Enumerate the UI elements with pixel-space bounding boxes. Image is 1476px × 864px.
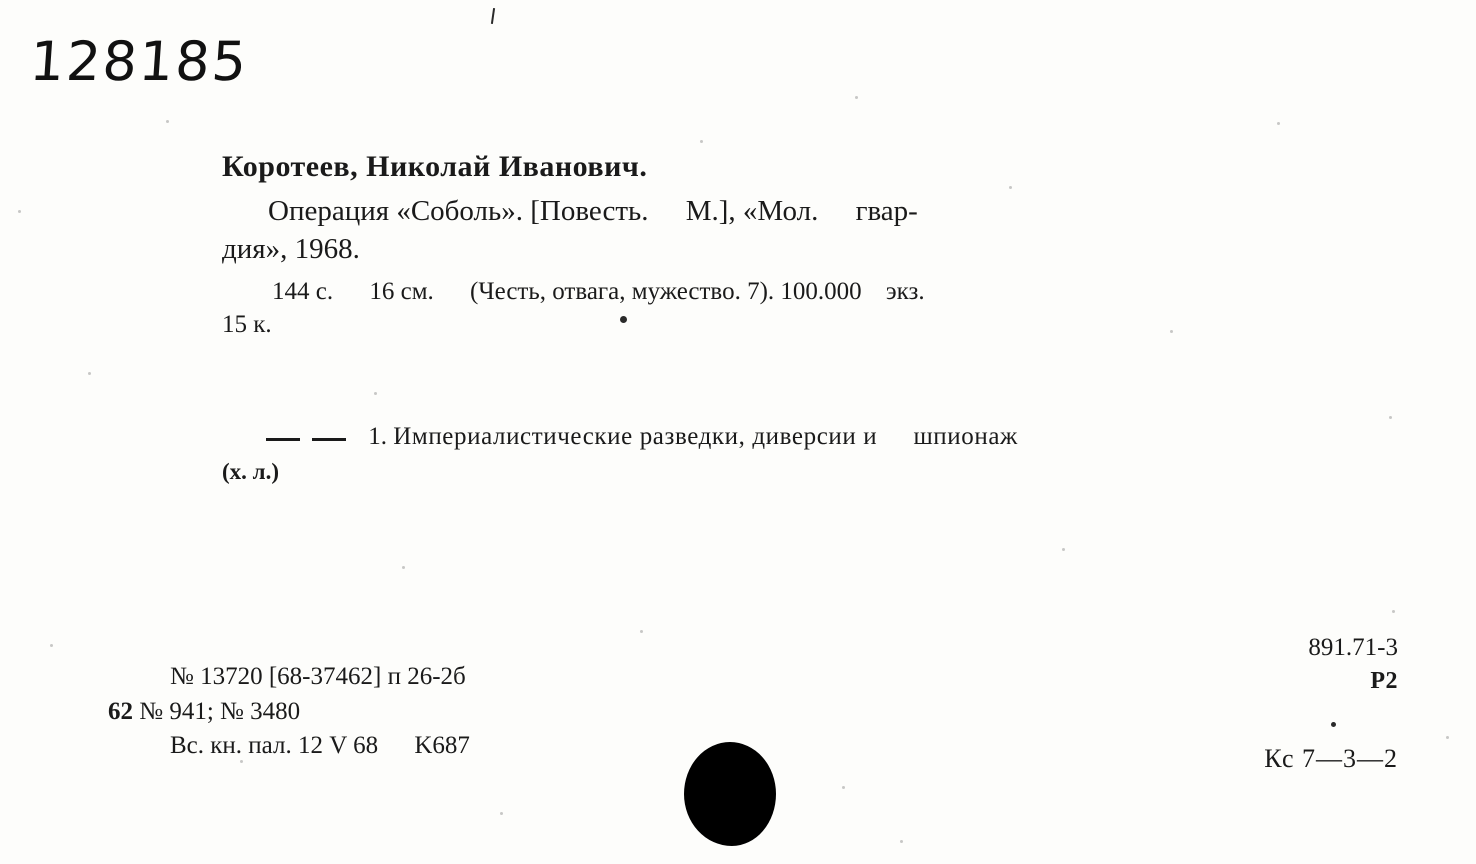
ink-blot <box>684 742 776 846</box>
scan-speck <box>1389 416 1392 419</box>
dimensions: 16 см. <box>369 277 434 305</box>
pagination: 144 с. <box>272 277 334 305</box>
series-statement: (Честь, отвага, мужество. 7). 100.000 <box>470 277 862 305</box>
subject-tracing <box>222 420 1398 487</box>
stray-mark <box>491 8 495 24</box>
subject-heading: Империалистические разведки, диверсии и <box>393 423 878 451</box>
scan-speck <box>50 644 53 647</box>
scan-speck <box>1392 610 1395 613</box>
scan-speck <box>240 760 243 763</box>
scan-speck <box>1277 122 1280 125</box>
price: 15 к. <box>222 311 272 339</box>
cutter-code: K687 <box>414 732 470 759</box>
scan-speck <box>855 96 858 99</box>
control-number-line-2-text: № 941; № 3480 <box>139 697 301 725</box>
udc-number: 891.71-3 <box>1308 634 1398 661</box>
shelf-number: 62 <box>108 697 133 725</box>
scan-speck <box>1009 186 1012 189</box>
title-part-4: дия», 1968. <box>222 233 360 266</box>
scan-speck <box>1446 736 1449 739</box>
control-number-line-2 <box>108 695 470 730</box>
scan-speck <box>1170 330 1173 333</box>
rubric-code: Р2 <box>1370 668 1398 694</box>
scan-speck <box>402 566 405 569</box>
title-part-2: М.], «Мол. <box>685 195 819 227</box>
scan-speck <box>700 140 703 143</box>
scan-speck <box>18 210 21 213</box>
title-part-3: гвар- <box>855 195 918 227</box>
kc-code: Кс 7—3—2 <box>1264 743 1398 773</box>
book-chamber-date: Вс. кн. пал. 12 V 68 <box>170 732 379 759</box>
stray-mark <box>620 316 627 323</box>
scan-speck <box>1062 548 1065 551</box>
control-number-line-3 <box>170 729 470 764</box>
control-number-line-1: № 13720 [68-37462] п 26-2б <box>170 663 466 690</box>
subject-heading-end: шпионаж <box>913 423 1018 451</box>
scan-speck <box>842 786 845 789</box>
control-numbers <box>108 660 470 764</box>
bibliographic-record <box>222 150 1398 487</box>
scan-speck <box>166 120 169 123</box>
copies-count: экз. <box>885 277 925 305</box>
stray-mark <box>1331 722 1336 727</box>
physical-description <box>222 275 1398 343</box>
subject-qualifier: (х. л.) <box>222 458 279 484</box>
classification-block <box>1264 630 1398 777</box>
accession-number: 128185 <box>27 30 251 93</box>
scan-speck <box>900 840 903 843</box>
scan-speck <box>374 392 377 395</box>
title-statement <box>222 192 1398 269</box>
scan-speck <box>88 372 91 375</box>
author-heading: Коротеев, Николай Иванович. <box>222 150 648 183</box>
scan-speck <box>500 812 503 815</box>
scan-speck <box>640 630 643 633</box>
subject-number: 1. <box>368 423 387 451</box>
title-part-1: Операция «Соболь». [Повесть. <box>268 195 649 227</box>
